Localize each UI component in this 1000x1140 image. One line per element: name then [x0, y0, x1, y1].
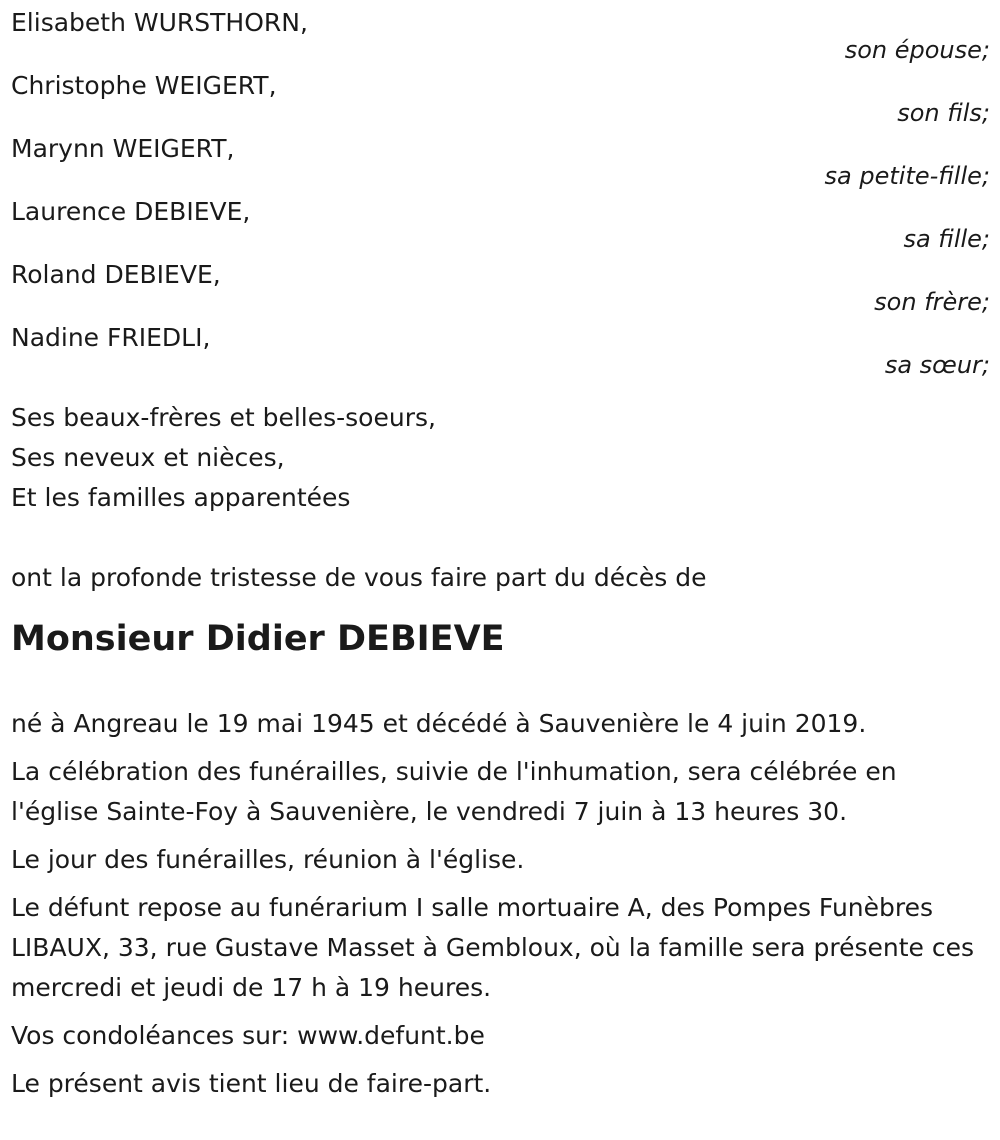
deceased-name: Monsieur Didier DEBIEVE [11, 619, 505, 659]
birth-death-info: né à Angreau le 19 mai 1945 et décédé à Sauvenière le 4 juin 2019. [11, 709, 867, 738]
funeral-ceremony-info: La célébration des funérailles, suivie de l'inhumation, sera célébrée en l'église Sainte-Foy à Sauvenière, le vendredi 7 juin à 13 heures 30. [11, 757, 897, 826]
member-name: Roland DEBIEVE, [11, 260, 221, 289]
gathering-info: Le jour des funérailles, réunion à l'église. [11, 845, 525, 874]
family-member [11, 132, 990, 195]
family-member [11, 195, 990, 258]
member-name: Christophe WEIGERT, [11, 71, 277, 100]
member-name: Elisabeth WURSTHORN, [11, 8, 308, 37]
extended-family-line: Ses beaux-frères et belles-soeurs, [11, 403, 436, 432]
funeral-home-info: Le défunt repose au funérarium I salle mortuaire A, des Pompes Funèbres LIBAUX, 33, rue Gustave Masset à Gembloux, où la famille sera présente ces mercredi et jeudi de 17 h à 19 heures. [11, 893, 975, 1002]
member-relation: sa sœur; [884, 351, 990, 379]
member-relation: son épouse; [844, 36, 990, 64]
member-relation: sa petite-fille; [824, 162, 990, 190]
member-name: Laurence DEBIEVE, [11, 197, 251, 226]
family-member [11, 258, 990, 321]
family-member [11, 321, 990, 384]
extended-family-line: Et les familles apparentées [11, 483, 351, 512]
member-name: Marynn WEIGERT, [11, 134, 235, 163]
extended-family [11, 398, 990, 518]
family-member [11, 69, 990, 132]
family-list [11, 6, 990, 384]
family-member [11, 6, 990, 69]
condolences-info: Vos condoléances sur: www.defunt.be [11, 1021, 485, 1050]
member-relation: son fils; [897, 99, 990, 127]
member-name: Nadine FRIEDLI, [11, 323, 211, 352]
announcement-intro: ont la profonde tristesse de vous faire part du décès de [11, 563, 707, 592]
member-relation: son frère; [874, 288, 990, 316]
extended-family-line: Ses neveux et nièces, [11, 443, 285, 472]
obituary-notice [0, 6, 1000, 1104]
notice-footer: Le présent avis tient lieu de faire-part. [11, 1069, 492, 1098]
member-relation: sa fille; [903, 225, 990, 253]
